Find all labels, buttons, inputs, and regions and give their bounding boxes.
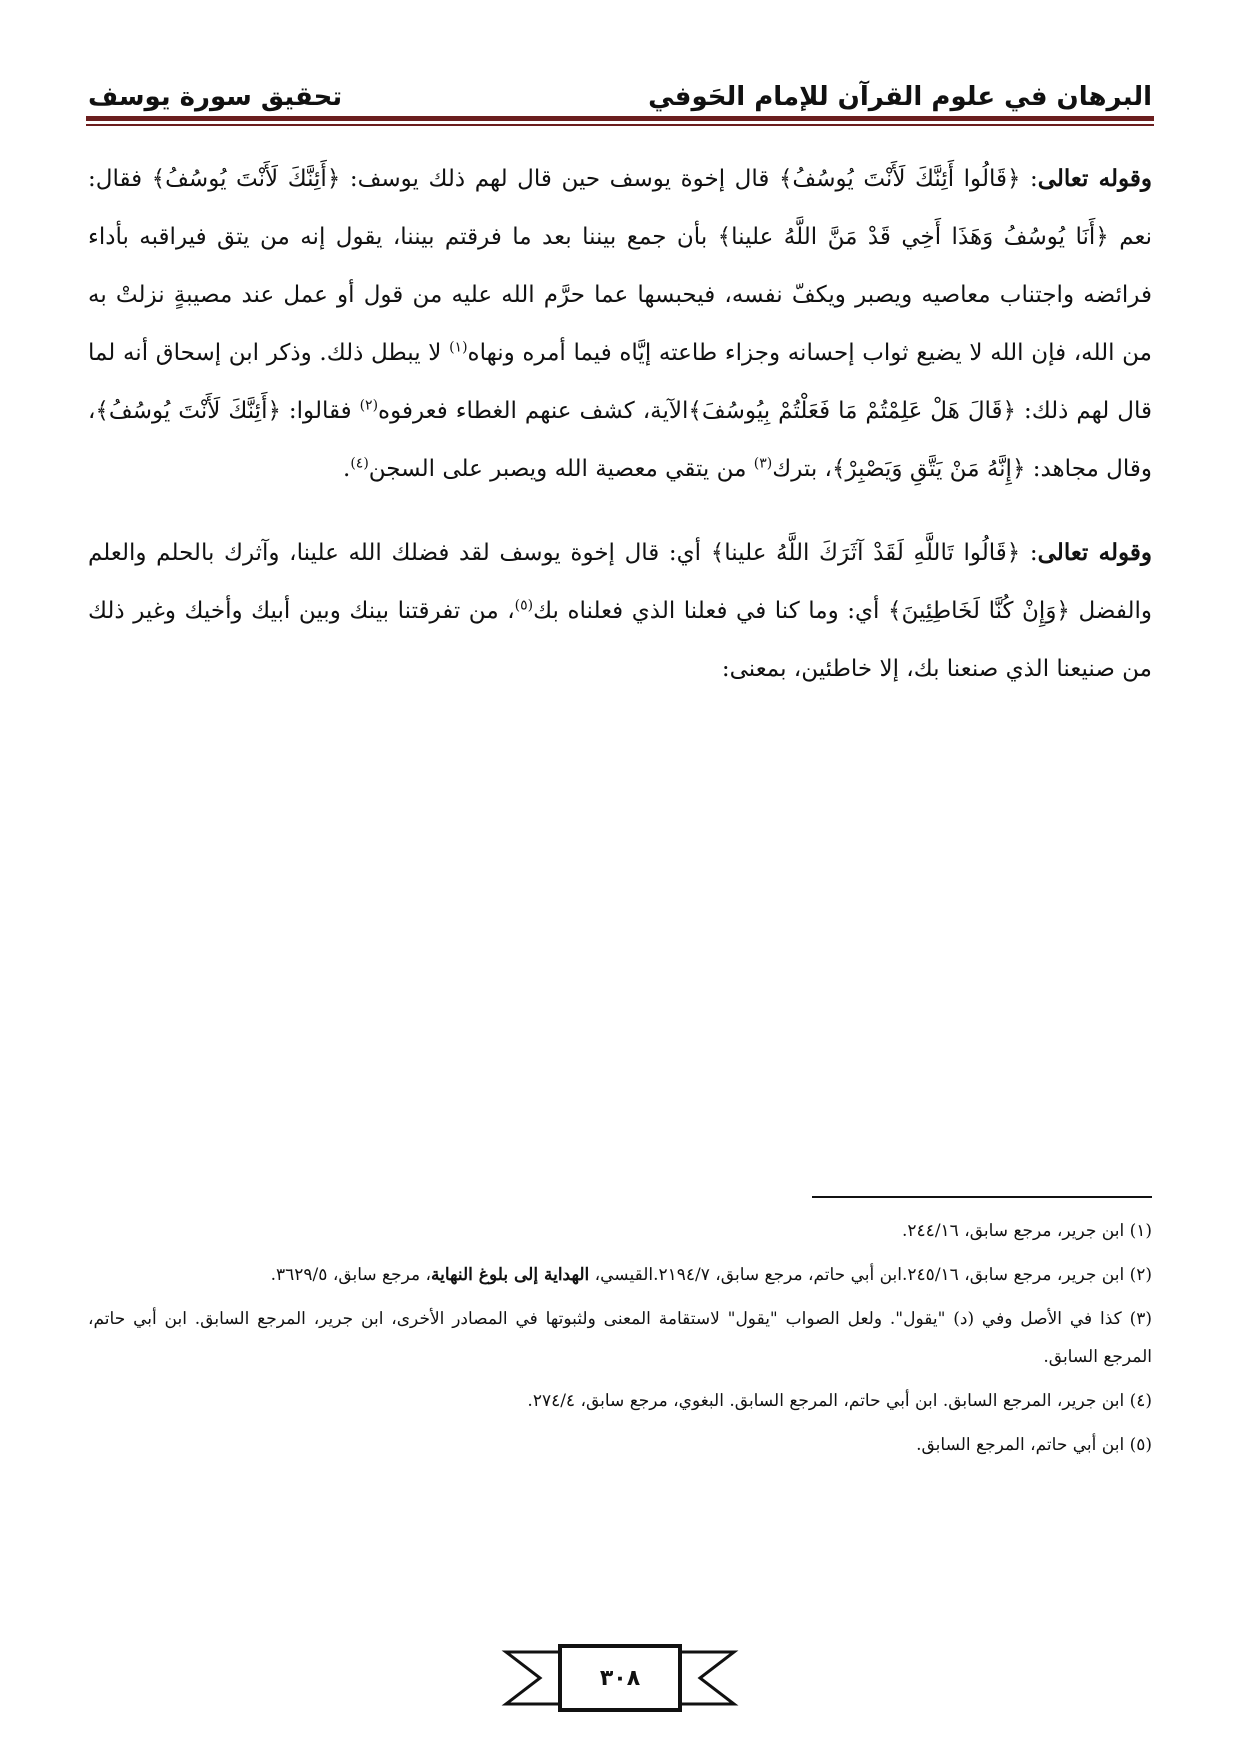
footnote-3: (٣) كذا في الأصل وفي (د) "يقول". ولعل الصواب "يقول" لاستقامة المعنى ولثبوتها في المصادر الأخرى، ابن جرير، المرجع السابق. ابن أبي حاتم، المرجع السابق.: [88, 1309, 1152, 1367]
paragraph-text: : ﴿قَالُوا أَئِنَّكَ لَأَنْتَ يُوسُفُ﴾ قال إخوة يوسف حين قال لهم ذلك يوسف: ﴿أَئِنَّكَ لَأَنْتَ يُوسُفُ﴾ فقال: نعم ﴿أَنَا يُوسُفُ وَهَذَا أَخِي قَدْ مَنَّ اللَّهُ علينا﴾ بأن جمع بيننا بعد ما فرقتم بيننا، يقول إنه من يتق فيراقبه بأداء فرائضه واجتناب معاصيه ويصبر ويكفّ نفسه، فيحبسها عما حرَّم الله عليه من قول أو عمل عند مصيبةٍ نزلتْ به من الله، فإن الله لا يضيع ثواب إحسانه وجزاء طاعته إيَّاه فيما أمره ونهاه: [88, 166, 1153, 366]
paragraph-text: فقالوا: ﴿أَئِنَّكَ لَأَنْتَ يُوسُفُ﴾، وقال مجاهد: ﴿إِنَّهُ مَنْ يَتَّقِ وَيَصْبِرْ﴾، بترك: [88, 398, 1152, 482]
page-header: [88, 72, 1152, 112]
page-number-ribbon: [500, 1638, 740, 1718]
main-text: [88, 150, 1152, 698]
book-title: البرهان في علوم القرآن للإمام الحَوفي: [648, 82, 1152, 112]
paragraph-text: من يتقي معصية الله ويصبر على السجن: [368, 456, 754, 482]
footnote-ref-1[interactable]: (١): [449, 339, 468, 356]
footnote-ref-4[interactable]: (٤): [350, 455, 369, 472]
footnote-5: (٥) ابن أبي حاتم، المرجع السابق.: [916, 1435, 1152, 1455]
page-number: ٣٠٨: [599, 1665, 641, 1691]
footnote-ref-5[interactable]: (٥): [514, 597, 534, 614]
paragraph-1: [88, 150, 1152, 498]
header-divider-thick: [86, 116, 1154, 121]
paragraph-text: ، من تفرقتنا بينك وبين أبيك وأخيك وغير ذلك من صنيعنا الذي صنعنا بك، إلا خاطئين، بمعنى:: [88, 598, 1152, 682]
paragraph-text: لا يبطل ذلك. وذكر ابن إسحاق أنه لما قال لهم ذلك: ﴿قَالَ هَلْ عَلِمْتُمْ مَا فَعَلْتُمْ بِيُوسُفَ﴾الآية، كشف عنهم الغطاء فعرفوه: [88, 340, 1152, 424]
footnote-1: (١) ابن جرير، مرجع سابق، ٢٤٤/١٦.: [902, 1221, 1152, 1241]
footnote-text: ، مرجع سابق، ٣٦٢٩/٥.: [270, 1265, 431, 1285]
footnote-ref-2[interactable]: (٢): [359, 397, 379, 414]
footnotes: [88, 1212, 1152, 1470]
header-divider-thin: [86, 124, 1154, 126]
footnote-4: (٤) ابن جرير، المرجع السابق. ابن أبي حاتم، المرجع السابق. البغوي، مرجع سابق، ٢٧٤/٤.: [527, 1391, 1152, 1411]
footnote-divider: [812, 1196, 1152, 1198]
footnote-text: (٢) ابن جرير، مرجع سابق، ٢٤٥/١٦.ابن أبي حاتم، مرجع سابق، ٢١٩٤/٧.القيسي،: [589, 1265, 1152, 1285]
footnote-ref-3[interactable]: (٣): [753, 455, 773, 472]
paragraph-lead: وقوله تعالى: [1037, 165, 1152, 192]
section-title: تحقيق سورة يوسف: [88, 82, 343, 112]
paragraph-lead: وقوله تعالى: [1037, 539, 1152, 566]
paragraph-end: .: [343, 456, 351, 482]
footnote-book-title: الهداية إلى بلوغ النهاية: [430, 1265, 590, 1285]
paragraph-2: [88, 524, 1152, 698]
paragraph-text: : ﴿قَالُوا تَاللَّهِ لَقَدْ آثَرَكَ اللَّهُ علينا﴾ أي: قال إخوة يوسف لقد فضلك الله علينا، وآثرك بالحلم والعلم والفضل ﴿وَإِنْ كُنَّا لَخَاطِئِينَ﴾ أي: وما كنا في فعلنا الذي فعلناه بك: [88, 540, 1152, 624]
footnote-2: [88, 1256, 1152, 1294]
